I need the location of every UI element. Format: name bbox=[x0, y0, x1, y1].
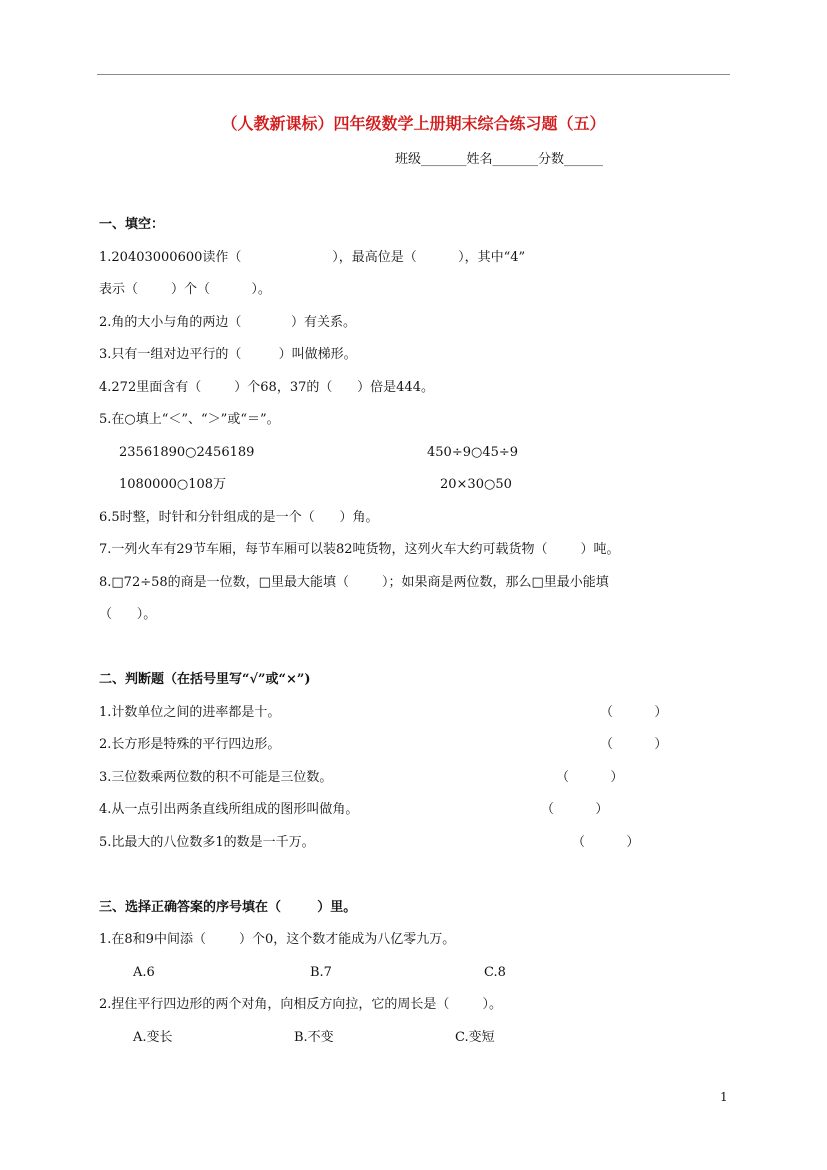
question-2: 2.角的大小与角的两边（ ）有关系。 bbox=[99, 315, 356, 330]
choice-1-option-a: A.6 bbox=[133, 965, 155, 980]
judge-bracket-3: （ ） bbox=[556, 770, 624, 785]
judge-bracket-5: （ ） bbox=[572, 835, 640, 850]
choice-2-option-b: B.不变 bbox=[294, 1030, 334, 1045]
question-5: 5.在○填上“＜”、“＞”或“＝”。 bbox=[99, 412, 280, 427]
question-8-line-2: （ ）。 bbox=[99, 607, 157, 622]
judge-item-4: 4.从一点引出两条直线所组成的图形叫做角。 bbox=[99, 802, 359, 817]
compare-item-3: 1080000○108万 bbox=[119, 477, 227, 492]
choice-question-2: 2.捏住平行四边形的两个对角，向相反方向拉，它的周长是（ ）。 bbox=[99, 997, 502, 1012]
question-7: 7.一列火车有29节车厢，每节车厢可以装82吨货物，这列火车大约可载货物（ ）吨。 bbox=[99, 542, 620, 557]
question-3: 3.只有一组对边平行的（ ）叫做梯形。 bbox=[99, 347, 357, 362]
question-1-line-1: 1.20403000600读作（ ），最高位是（ ），其中“4” bbox=[99, 250, 526, 265]
section-1-heading: 一、填空： bbox=[99, 217, 165, 232]
question-6: 6.5时整，时针和分针组成的是一个（ ）角。 bbox=[99, 510, 379, 525]
judge-bracket-4: （ ） bbox=[541, 802, 609, 817]
judge-bracket-2: （ ） bbox=[600, 737, 668, 752]
judge-item-2: 2.长方形是特殊的平行四边形。 bbox=[99, 737, 281, 752]
choice-question-1: 1.在8和9中间添（ ）个0，这个数才能成为八亿零九万。 bbox=[99, 932, 456, 947]
compare-item-2: 450÷9○45÷9 bbox=[427, 445, 519, 460]
choice-1-option-c: C.8 bbox=[484, 965, 506, 980]
section-3-heading: 三、选择正确答案的序号填在（ ）里。 bbox=[99, 900, 357, 915]
question-8-line-1: 8.□72÷58的商是一位数，□里最大能填（ ）；如果商是两位数，那么□里最小能填 bbox=[99, 575, 609, 590]
page-title: （人教新课标）四年级数学上册期末综合练习题（五） bbox=[221, 114, 606, 133]
judge-item-1: 1.计数单位之间的进率都是十。 bbox=[99, 705, 281, 720]
page-number: 1 bbox=[720, 1090, 728, 1104]
choice-2-option-c: C.变短 bbox=[455, 1030, 495, 1045]
choice-2-option-a: A.变长 bbox=[133, 1030, 173, 1045]
question-4: 4.272里面含有（ ）个68，37的（ ）倍是444。 bbox=[99, 380, 434, 395]
section-2-heading: 二、判断题（在括号里写“√”或“×”) bbox=[99, 672, 311, 687]
compare-item-1: 23561890○2456189 bbox=[119, 445, 255, 460]
student-info-line: 班级_______姓名_______分数______ bbox=[395, 152, 604, 167]
choice-1-option-b: B.7 bbox=[310, 965, 332, 980]
compare-item-4: 20×30○50 bbox=[440, 477, 512, 492]
judge-item-5: 5.比最大的八位数多1的数是一千万。 bbox=[99, 835, 315, 850]
header-rule bbox=[97, 74, 730, 75]
judge-item-3: 3.三位数乘两位数的积不可能是三位数。 bbox=[99, 770, 333, 785]
judge-bracket-1: （ ） bbox=[600, 705, 668, 720]
question-1-line-2: 表示（ ）个（ ）。 bbox=[99, 282, 271, 297]
